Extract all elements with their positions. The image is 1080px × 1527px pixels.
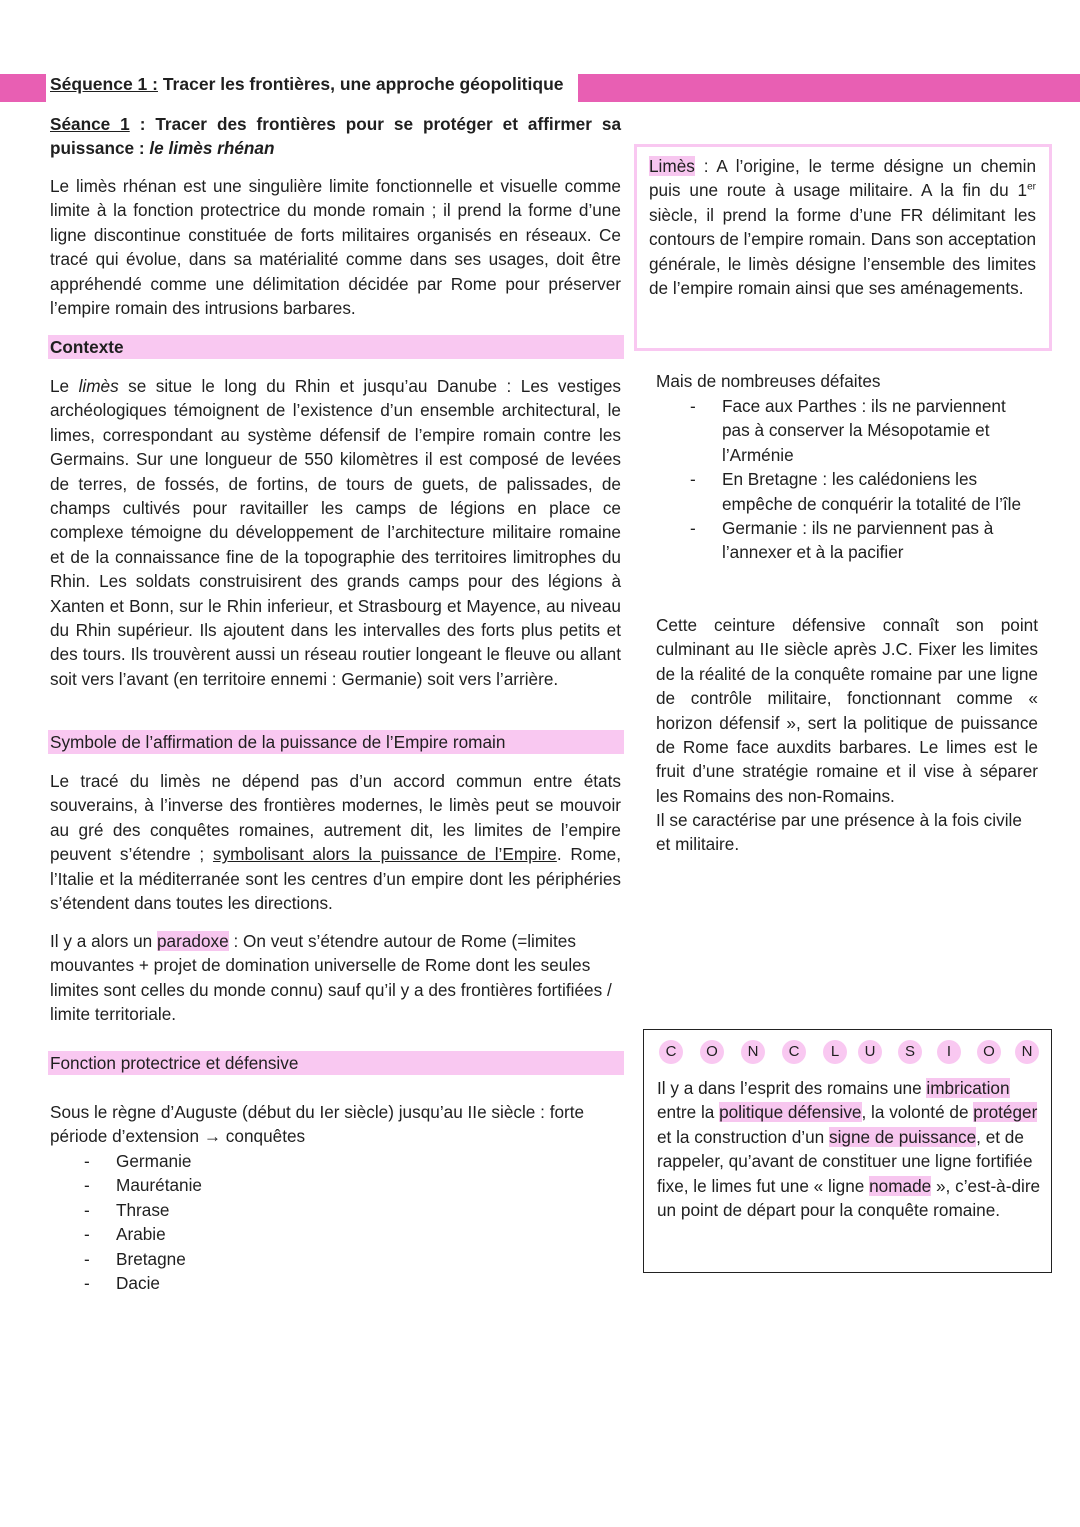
definition-text: Limès : A l’origine, le terme désigne un chemin puis une route à usage militaire. A la fin du 1er siècle, il prend la forme d’une FR délimitant les contours de l’empire romain. Dans son acceptation générale, le limès désigne l’ensemble des limites de l’empire romain ainsi que ses aménagements. — [649, 156, 1036, 299]
conclusion-text: Il y a dans l’esprit des romains une imbrication entre la politique défensive, la volonté de protéger et la construction d’un signe de puissance, et de rappeler, qu’avant de constituer une ligne fortifiée fixe, le limes fut une « ligne nomade », c’est-à-dire un point de départ pour la conquête romaine. — [657, 1078, 1041, 1221]
sequence-title-text: Tracer les frontières, une approche géopolitique — [157, 74, 564, 94]
defeats-intro: Mais de nombreuses défaites — [656, 371, 881, 391]
list-item: - Maurétanie — [116, 1173, 202, 1197]
conclusion-letter: C — [659, 1040, 683, 1064]
conclusion-letter: I — [937, 1040, 961, 1064]
contexte-paragraph: Le limès se situe le long du Rhin et jusqu’au Danube : Les vestiges archéologiques témoignent de l’existence d’un ensemble architectural, le limes, correspondant au système défensif de l’empire romain contre les Germains. Sur une longueur de 550 kilomètres il est composé de levées de terres, de fossés, de fortins, de tours de guets, de palissades, de champs cultivés pour ravitailler les camps de légions en place ce complexe témoigne du développement de l’architecture militaire romaine et de la connaissance fine de la topographie des territoires limitrophes du Rhin. Les soldats construisirent des grands camps pour des légions à Xanten et Bonn, sur le Rhin inferieur, et Strasbourg et Mayence, au niveau du Rhin supérieur. Ils ajoutent dans les intervalles des forts plus petits et des tours. Ils trouvèrent aussi un réseau routier longeant le fleuve ou allant soit vers l’avant (en territoire ennemi : Germanie) soit vers l’arrière. — [50, 376, 621, 689]
symbole-paragraph: Le tracé du limès ne dépend pas d’un accord commun entre états souverains, à l’inverse des frontières modernes, le limès peut se mouvoir au gré des conquêtes romaines, autrement dit, les limites de l’empire peuvent s’étendre ; symbolisant alors la puissance de l’Empire. Rome, l’Italie et la méditerranée sont les centres d’un empire dont les périphéries s’étendent dans toutes les directions. — [50, 771, 621, 914]
header-band-left — [0, 74, 46, 102]
defeats-list — [722, 394, 1032, 565]
sequence-label: Séquence 1 : — [50, 74, 158, 94]
conclusion-letter: O — [700, 1040, 724, 1064]
conclusion-letter: U — [858, 1040, 882, 1064]
sequence-title — [50, 72, 564, 96]
section-title-fonction: Fonction protectrice et défensive — [48, 1051, 624, 1075]
ceinture-paragraph: Cette ceinture défensive connaît son point culminant au IIe siècle après J.C. Fixer les limites de la réalité de la conquête romaine par une ligne de contrôle militaire, fonctionnant comme « horizon défensif », sert la politique de puissance de Rome face auxdits barbares. Le limes est le fruit d’une stratégie romaine et il vise à séparer les Romains des non-Romains. — [656, 615, 1038, 806]
paradoxe-paragraph: Il y a alors un paradoxe : On veut s’étendre autour de Rome (=limites mouvantes + projet de domination universelle de Rome dont les seules limites sont celles du monde connu) sauf qu’il y a des frontières fortifiées / limite territoriale. — [50, 931, 612, 1025]
list-item: - Arabie — [116, 1222, 202, 1246]
list-item: - Bretagne — [116, 1247, 202, 1271]
section-title-symbole: Symbole de l’affirmation de la puissance de l’Empire romain — [48, 730, 624, 754]
conquests-list — [116, 1149, 202, 1295]
intro-paragraph: Le limès rhénan est une singulière limite fonctionnelle et visuelle comme limite à la fonction protectrice du monde romain ; il prend la forme d’une ligne discontinue constituée de forts militaires organisés en réseaux. Ce tracé qui évolue, dans sa matérialité comme dans ses usages, doit être appréhendé comme une délimitation décidée par Rome pour préserver l’empire romain des intrusions barbares. — [50, 176, 621, 319]
conclusion-letter: L — [823, 1040, 847, 1064]
conclusion-letter: O — [977, 1040, 1001, 1064]
conclusion-letter: N — [741, 1040, 765, 1064]
header-band-right — [578, 74, 1080, 102]
list-item: - Thrase — [116, 1198, 202, 1222]
definition-term: Limès — [649, 156, 695, 176]
section-title-contexte: Contexte — [48, 335, 624, 359]
list-item: - Dacie — [116, 1271, 202, 1295]
fonction-paragraph: Sous le règne d’Auguste (début du Ier siècle) jusqu’au IIe siècle : forte période d’extension → conquêtes — [50, 1102, 585, 1147]
seance-label: Séance 1 — [50, 114, 130, 134]
list-item: - Germanie — [116, 1149, 202, 1173]
conclusion-letter: C — [782, 1040, 806, 1064]
list-item: - En Bretagne : les calédoniens les empêche de conquérir la totalité de l’île — [722, 467, 1032, 516]
ceinture-paragraph-2: Il se caractérise par une présence à la fois civile et militaire. — [656, 810, 1022, 855]
seance-title: Séance 1 : Tracer des frontières pour se protéger et affirmer sa puissance : le limès rhénan — [50, 114, 621, 159]
list-item: - Germanie : ils ne parviennent pas à l’annexer et à la pacifier — [722, 516, 1032, 565]
conclusion-letter: N — [1015, 1040, 1039, 1064]
conclusion-letter: S — [898, 1040, 922, 1064]
list-item: - Face aux Parthes : ils ne parviennent pas à conserver la Mésopotamie et l’Arménie — [722, 394, 1032, 467]
